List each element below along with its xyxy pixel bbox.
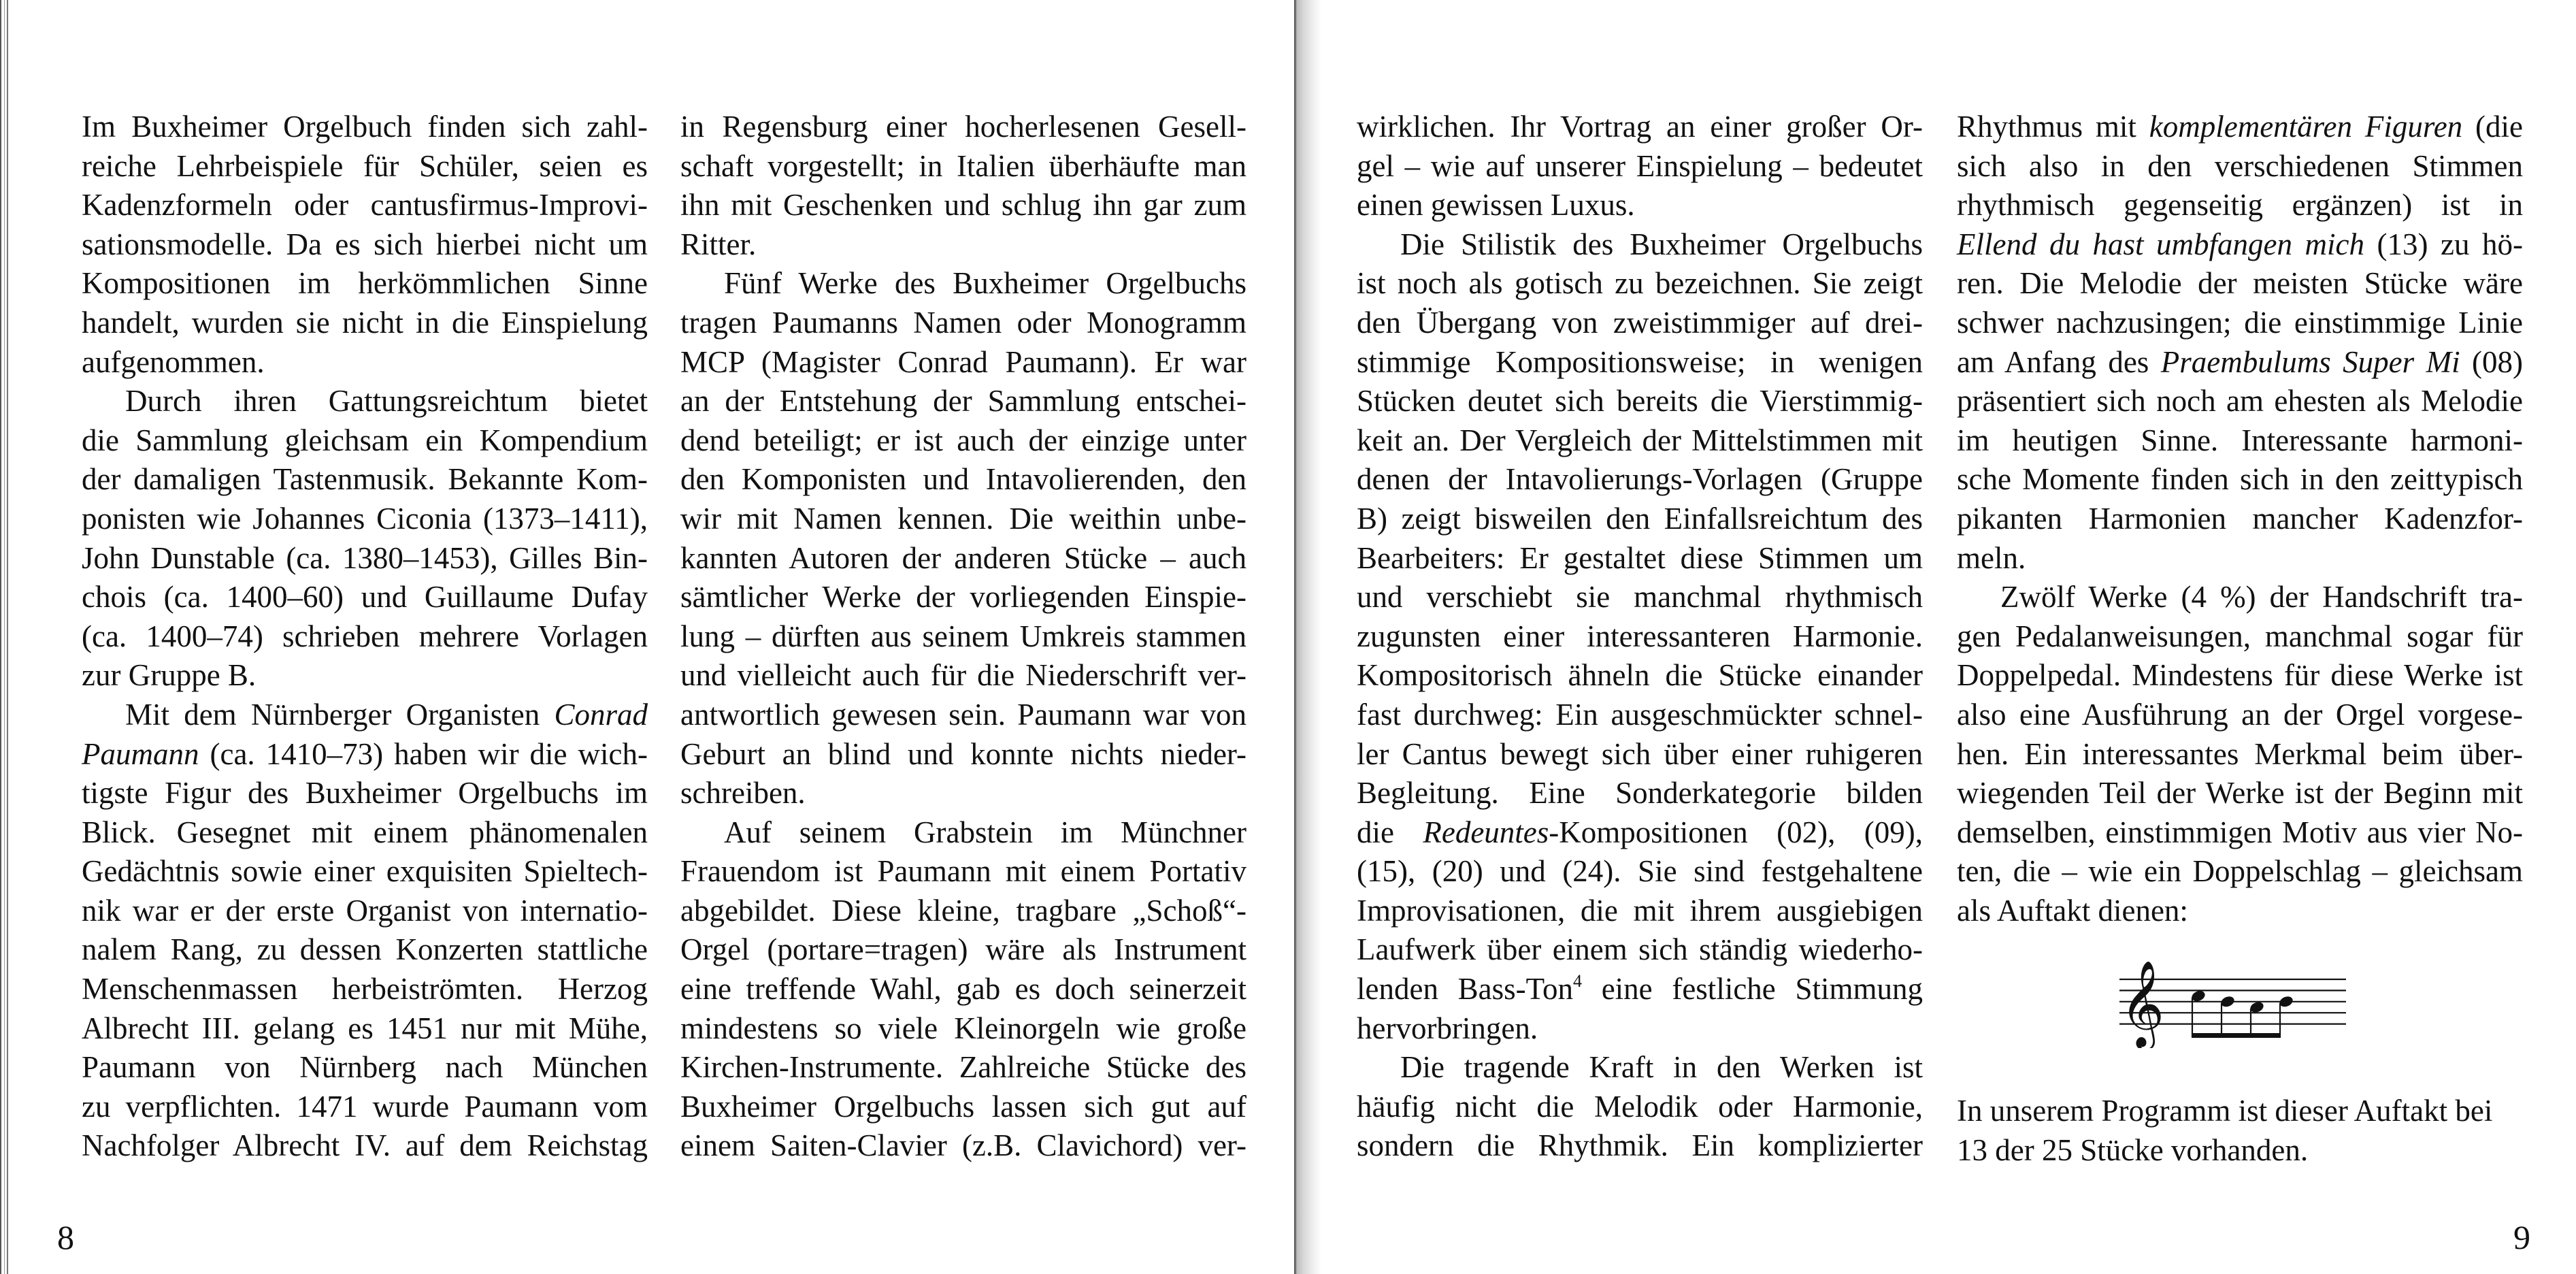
text-line: John Dunstable (ca. 1380–1453), Gilles Bin- xyxy=(82,540,648,575)
text-line: Blick. Gesegnet mit einem phänomenalen xyxy=(82,815,648,849)
text-line: Kadenzformeln oder cantusfirmus-Improvi- xyxy=(82,188,648,223)
italic-title: Praembulums Super Mi xyxy=(2160,344,2460,379)
text-line: und verschiebt sie manchmal rhythmisch xyxy=(1357,580,1923,615)
text-line: sämtlicher Werke der vorliegenden Einspie- xyxy=(680,580,1246,615)
left-page-column-1 xyxy=(82,108,648,1166)
text-line: kannten Autoren der anderen Stücke – auch xyxy=(680,540,1246,575)
text-line: Buxheimer Orgelbuchs lassen sich gut auf xyxy=(680,1089,1246,1124)
text-line xyxy=(82,735,648,774)
text-line: tigste Figur des Buxheimer Orgelbuchs im xyxy=(82,776,648,811)
text-line: (ca. 1400–74) schrieben mehrere Vorlagen xyxy=(82,619,648,653)
text-line: Die Stilistik des Buxheimer Orgelbuchs xyxy=(1400,227,1923,261)
page-number-right: 9 xyxy=(2513,1218,2530,1256)
text-line: Improvisationen, die mit ihrem ausgiebigen xyxy=(1357,893,1923,928)
text-line xyxy=(1357,970,1923,1009)
text-run: die xyxy=(1357,815,1423,849)
text-line: rhythmisch gegenseitig ergänzen) ist in xyxy=(1957,188,2523,223)
text-line: keit an. Der Vergleich der Mittelstimmen mit xyxy=(1357,423,1923,457)
italic-title: Redeuntes xyxy=(1423,815,1549,849)
text-line: tragen Paumanns Namen oder Monogramm xyxy=(680,305,1246,340)
right-page-column-1 xyxy=(1357,108,1923,1166)
text-run: (die xyxy=(2462,110,2523,144)
text-run: am Anfang des xyxy=(1957,344,2161,379)
text-line: fast durchweg: Ein ausgeschmückter schnel- xyxy=(1357,697,1923,732)
text-line: mindestens so viele Kleinorgeln wie große xyxy=(680,1011,1246,1045)
text-line: Kompositorisch ähneln die Stücke einander xyxy=(1357,658,1923,693)
text-line: also eine Ausführung an der Orgel vorgese- xyxy=(1957,697,2523,732)
text-line: Menschenmassen herbeiströmten. Herzog xyxy=(82,972,648,1007)
text-line: dend beteiligt; er ist auch der einzige unter xyxy=(680,423,1246,457)
text-line: pikanten Harmonien mancher Kadenzfor- xyxy=(1957,501,2523,536)
left-page-column-2 xyxy=(680,108,1246,1166)
text-line: ren. Die Melodie der meisten Stücke wäre xyxy=(1957,266,2523,301)
text-line: Stücken deutet sich bereits die Vierstimmig- xyxy=(1357,384,1923,419)
text-line: sationsmodelle. Da es sich hierbei nicht um xyxy=(82,227,648,261)
note-beam xyxy=(2192,1033,2281,1038)
text-line: nik war er der erste Organist von internatio- xyxy=(82,893,648,928)
text-line: schreiben. xyxy=(680,776,806,811)
text-line: abgebildet. Diese kleine, tragbare „Schoß“- xyxy=(680,893,1246,928)
text-line: der damaligen Tastenmusik. Bekannte Kom- xyxy=(82,462,648,497)
text-line: gen Pedalanweisungen, manchmal sogar für xyxy=(1957,619,2523,653)
text-line: Doppelpedal. Mindestens für diese Werke ist xyxy=(1957,658,2523,693)
text-run: lenden Bass-Ton xyxy=(1357,972,1573,1007)
text-line: Im Buxheimer Orgelbuch finden sich zahl- xyxy=(82,110,648,144)
text-line: Kirchen-Instrumente. Zahlreiche Stücke des xyxy=(680,1050,1246,1085)
text-line: reiche Lehrbeispiele für Schüler, seien es xyxy=(82,148,648,183)
text-line: ponisten wie Johannes Ciconia (1373–1411), xyxy=(82,501,648,536)
text-line: häufig nicht die Melodik oder Harmonie, xyxy=(1357,1089,1923,1124)
text-run: (ca. 1410–73) haben wir die wich- xyxy=(199,736,648,771)
music-example-doppelschlag xyxy=(2115,953,2353,1048)
text-line: hen. Ein interessantes Merkmal beim über- xyxy=(1957,736,2523,771)
text-line: 13 der 25 Stücke vorhanden. xyxy=(1957,1132,2309,1167)
text-line: Gedächtnis sowie einer exquisiten Spieltech- xyxy=(82,854,648,889)
text-line: In unserem Programm ist dieser Auftakt bei xyxy=(1957,1094,2493,1128)
text-line: antwortlich gewesen sein. Paumann war von xyxy=(680,697,1246,732)
text-line: Die tragende Kraft in den Werken ist xyxy=(1400,1050,1923,1085)
italic-title: Ellend du hast umbfangen mich xyxy=(1957,227,2364,261)
text-line: sondern die Rhythmik. Ein komplizierter xyxy=(1357,1128,1923,1163)
text-run: (08) xyxy=(2460,344,2523,379)
closing-paragraph xyxy=(1957,1092,2523,1170)
text-line: Paumann von Nürnberg nach München xyxy=(82,1050,648,1085)
text-line: ihn mit Geschenken und schlug ihn gar zum xyxy=(680,188,1246,223)
text-line: ler Cantus bewegt sich über einer ruhigeren xyxy=(1357,736,1923,771)
italic-title: Paumann xyxy=(82,736,199,771)
text-line: sche Momente finden sich in den zeittypisch xyxy=(1957,462,2523,497)
text-line: den Übergang von zweistimmiger auf drei- xyxy=(1357,305,1923,340)
text-line: wiegenden Teil der Werke ist der Beginn mit xyxy=(1957,776,2523,811)
text-line: Geburt an blind und konnte nichts nieder- xyxy=(680,736,1246,771)
text-line: die Sammlung gleichsam ein Kompendium xyxy=(82,423,648,457)
text-line: B) zeigt bisweilen den Einfallsreichtum des xyxy=(1357,501,1923,536)
text-line xyxy=(1957,108,2523,147)
right-page-column-2 xyxy=(1957,108,2523,930)
text-line: (15), (20) und (24). Sie sind festgehaltene xyxy=(1357,854,1923,889)
text-line: Frauendom ist Paumann mit einem Portativ xyxy=(680,854,1246,889)
italic-title: Conrad xyxy=(554,697,648,732)
text-line: lung – dürften aus seinem Umkreis stammen xyxy=(680,619,1246,653)
text-line: aufgenommen. xyxy=(82,344,265,379)
text-run: eine festliche Stimmung xyxy=(1582,972,1923,1007)
text-line: als Auftakt dienen: xyxy=(1957,893,2188,928)
text-line: Zwölf Werke (4 %) der Handschrift tra- xyxy=(2000,580,2523,615)
text-line: meln. xyxy=(1957,540,2026,575)
text-line: zur Gruppe B. xyxy=(82,658,257,693)
treble-clef-icon: 𝄞 xyxy=(2120,960,2165,1047)
italic-title: komplementären Figuren xyxy=(2149,110,2463,144)
text-line: stimmige Kompositionsweise; in wenigen xyxy=(1357,344,1923,379)
book-gutter xyxy=(1294,0,1321,1274)
text-line: demselben, einstimmigen Motiv aus vier No- xyxy=(1957,815,2523,849)
text-line: hervorbringen. xyxy=(1357,1011,1538,1045)
text-line: zugunsten einer interessanteren Harmonie. xyxy=(1357,619,1923,653)
text-line xyxy=(1957,343,2523,382)
text-line: Laufwerk über einem sich ständig wiederho- xyxy=(1357,932,1923,967)
text-line: wir mit Namen kennen. Die weithin unbe- xyxy=(680,501,1246,536)
text-line: MCP (Magister Conrad Paumann). Er war xyxy=(680,344,1246,379)
text-run: Rhythmus mit xyxy=(1957,110,2149,144)
text-run: -Kompositionen (02), (09), xyxy=(1549,815,1923,849)
text-line: Nachfolger Albrecht IV. auf dem Reichstag xyxy=(82,1128,648,1163)
text-line: Fünf Werke des Buxheimer Orgelbuchs xyxy=(724,266,1246,301)
text-line: gel – wie auf unserer Einspielung – bedeutet xyxy=(1357,148,1923,183)
text-line: den Komponisten und Intavolierenden, den xyxy=(680,462,1246,497)
text-line: handelt, wurden sie nicht in die Einspielung xyxy=(82,305,648,340)
text-line: Ritter. xyxy=(680,227,757,261)
text-line: nalem Rang, zu dessen Konzerten stattliche xyxy=(82,932,648,967)
text-line: ten, die – wie ein Doppelschlag – gleichsam xyxy=(1957,854,2523,889)
text-line: schwer nachzusingen; die einstimmige Linie xyxy=(1957,305,2523,340)
text-line xyxy=(1357,813,1923,853)
text-line: eine treffende Wahl, gab es doch seinerzeit xyxy=(680,972,1246,1007)
page-number-left: 8 xyxy=(57,1218,74,1256)
text-line: Bearbeiters: Er gestaltet diese Stimmen um xyxy=(1357,540,1923,575)
text-line: Durch ihren Gattungsreichtum bietet xyxy=(125,384,648,419)
text-line: Auf seinem Grabstein im Münchner xyxy=(724,815,1246,849)
text-line: schaft vorgestellt; in Italien überhäufte man xyxy=(680,148,1246,183)
text-line xyxy=(1957,225,2523,265)
text-line: denen der Intavolierungs-Vorlagen (Gruppe xyxy=(1357,462,1923,497)
text-line xyxy=(82,696,648,735)
text-line: zu verpflichten. 1471 wurde Paumann vom xyxy=(82,1089,648,1124)
text-run: Mit dem Nürnberger Organisten xyxy=(125,697,555,732)
text-line: chois (ca. 1400–60) und Guillaume Dufay xyxy=(82,580,648,615)
text-line: ist noch als gotisch zu bezeichnen. Sie zeigt xyxy=(1357,266,1923,301)
text-line: einem Saiten-Clavier (z.B. Clavichord) ver- xyxy=(680,1128,1246,1163)
text-line: Albrecht III. gelang es 1451 nur mit Mühe, xyxy=(82,1011,648,1045)
text-line: und vielleicht auch für die Niederschrift ver- xyxy=(680,658,1246,693)
text-line: sich also in den verschiedenen Stimmen xyxy=(1957,148,2523,183)
text-line: präsentiert sich noch am ehesten als Melodie xyxy=(1957,384,2523,419)
text-line: Kompositionen im herkömmlichen Sinne xyxy=(82,266,648,301)
text-run: (13) zu hö- xyxy=(2364,227,2523,261)
footnote-marker: 4 xyxy=(1573,971,1582,992)
book-edge xyxy=(0,0,8,1274)
text-line: im heutigen Sinne. Interessante harmoni- xyxy=(1957,423,2523,457)
text-line: Begleitung. Eine Sonderkategorie bilden xyxy=(1357,776,1923,811)
text-line: in Regensburg einer hocherlesenen Gesell- xyxy=(680,110,1246,144)
text-line: Orgel (portare=tragen) wäre als Instrument xyxy=(680,932,1246,967)
text-line: an der Entstehung der Sammlung entschei- xyxy=(680,384,1246,419)
text-line: einen gewissen Luxus. xyxy=(1357,188,1635,223)
text-line: wirklichen. Ihr Vortrag an einer großer Or- xyxy=(1357,110,1923,144)
